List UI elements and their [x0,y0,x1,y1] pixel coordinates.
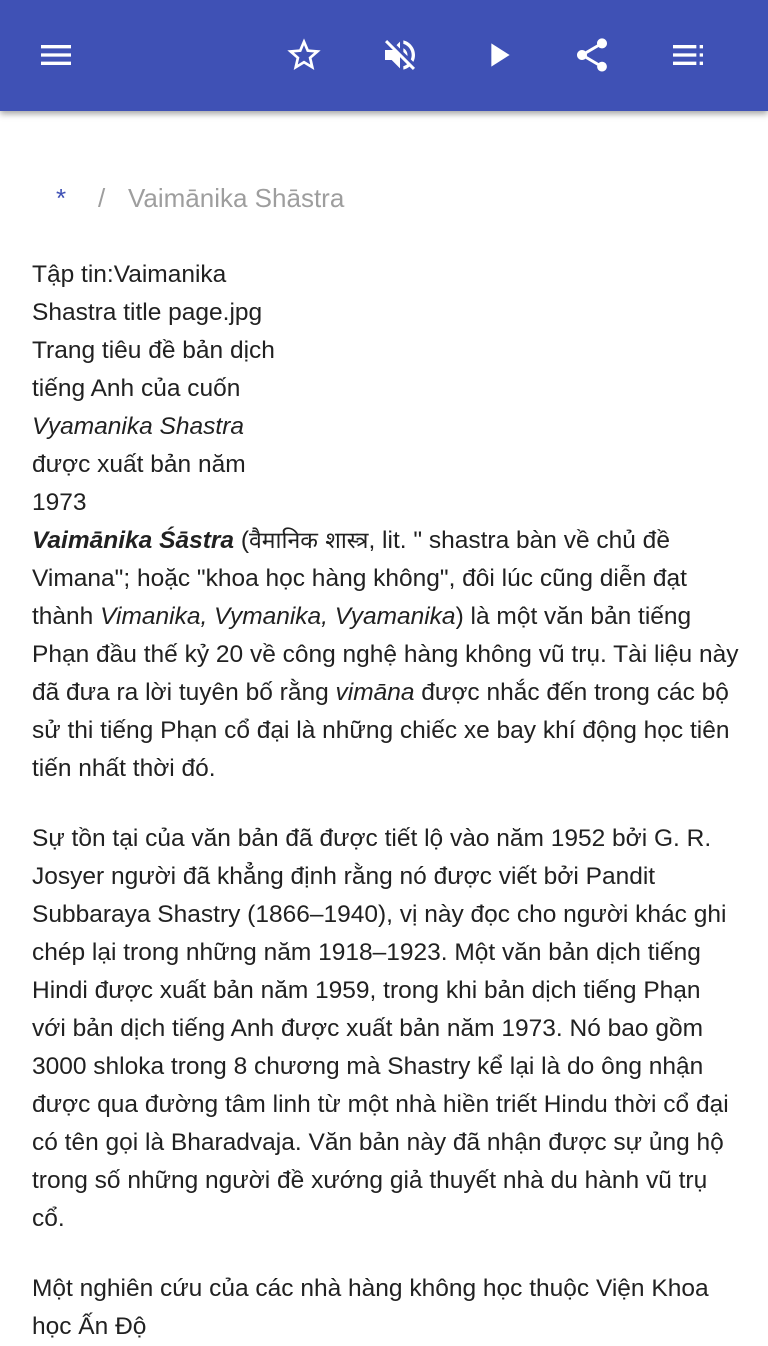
favorite-button[interactable] [272,23,336,87]
para1-text-2: ) là một văn bản tiếng Phạn đầu thế kỷ 20 về công nghệ hàng không vũ trụ. Tài liệu này đã đưa ra lời tuyên bố rằng [32,603,739,706]
star-icon [284,35,324,75]
article-content [32,256,740,1346]
volume-off-icon [380,35,420,75]
caption-text-before: Trang tiêu đề bản dịch tiếng Anh của cuốn [32,337,275,402]
devanagari-title: वैमानिक शास्त्र [249,528,369,554]
article-paragraph-2: Sự tồn tại của văn bản đã được tiết lộ vào năm 1952 bởi G. R. Josyer người đã khẳng định rằng nó được viết bởi Pandit Subbaraya Shastry (1866–1940), vị này đọc cho người khác ghi chép lại trong những năm 1918–1923. Một văn bản dịch tiếng Hindi được xuất bản năm 1959, trong khi bản dịch tiếng Phạn với bản dịch tiếng Anh được xuất bản năm 1973. Nó bao gồm 3000 shloka trong 8 chương mà Shastry kể lại là do ông nhận được qua đường tâm linh từ một nhà hiền triết Hindu thời cổ đại có tên gọi là Bharadvaja. Văn bản này đã nhận được sự ủng hộ trong số những người đề xướng giả thuyết nhà du hành vũ trụ cổ. [32,825,729,1232]
article-title: Vaimānika Śāstra [32,527,235,554]
menu-icon [36,35,76,75]
menu-button[interactable] [24,23,88,87]
app-bar [0,0,768,111]
image-caption [32,256,302,522]
play-button[interactable] [466,23,530,87]
breadcrumb-home[interactable]: * [56,182,67,213]
title-variants: Vimanika, Vymanika, Vyamanika [100,603,456,630]
contents-button[interactable] [656,23,720,87]
breadcrumb-separator: / [98,182,106,213]
caption-title: Vyamanika Shastra [32,413,244,440]
play-icon [478,35,518,75]
para1-text-1: , lit. " shastra bàn về chủ đề Vimana"; hoặc "khoa học hàng không", đôi lúc cũng diễn đạt thành [32,527,687,630]
caption-file-link[interactable]: Tập tin:Vaimanika Shastra title page.jpg [32,261,263,326]
breadcrumb [56,178,344,218]
breadcrumb-current: Vaimānika Shāstra [128,182,345,213]
mute-button[interactable] [368,23,432,87]
list-icon [668,35,708,75]
caption-text-after: được xuất bản năm 1973 [32,451,246,516]
article-paragraph-1 [32,522,740,788]
share-icon [572,35,612,75]
vimana-term: vimāna [335,679,415,706]
para1-paren: ( [234,527,249,554]
para1-text-3: được nhắc đến trong các bộ sử thi tiếng Phạn cổ đại là những chiếc xe bay khí động học tiên tiến nhất thời đó. [32,679,730,782]
article-paragraph-3: Một nghiên cứu của các nhà hàng không học thuộc Viện Khoa học Ấn Độ [32,1275,709,1340]
share-button[interactable] [560,23,624,87]
